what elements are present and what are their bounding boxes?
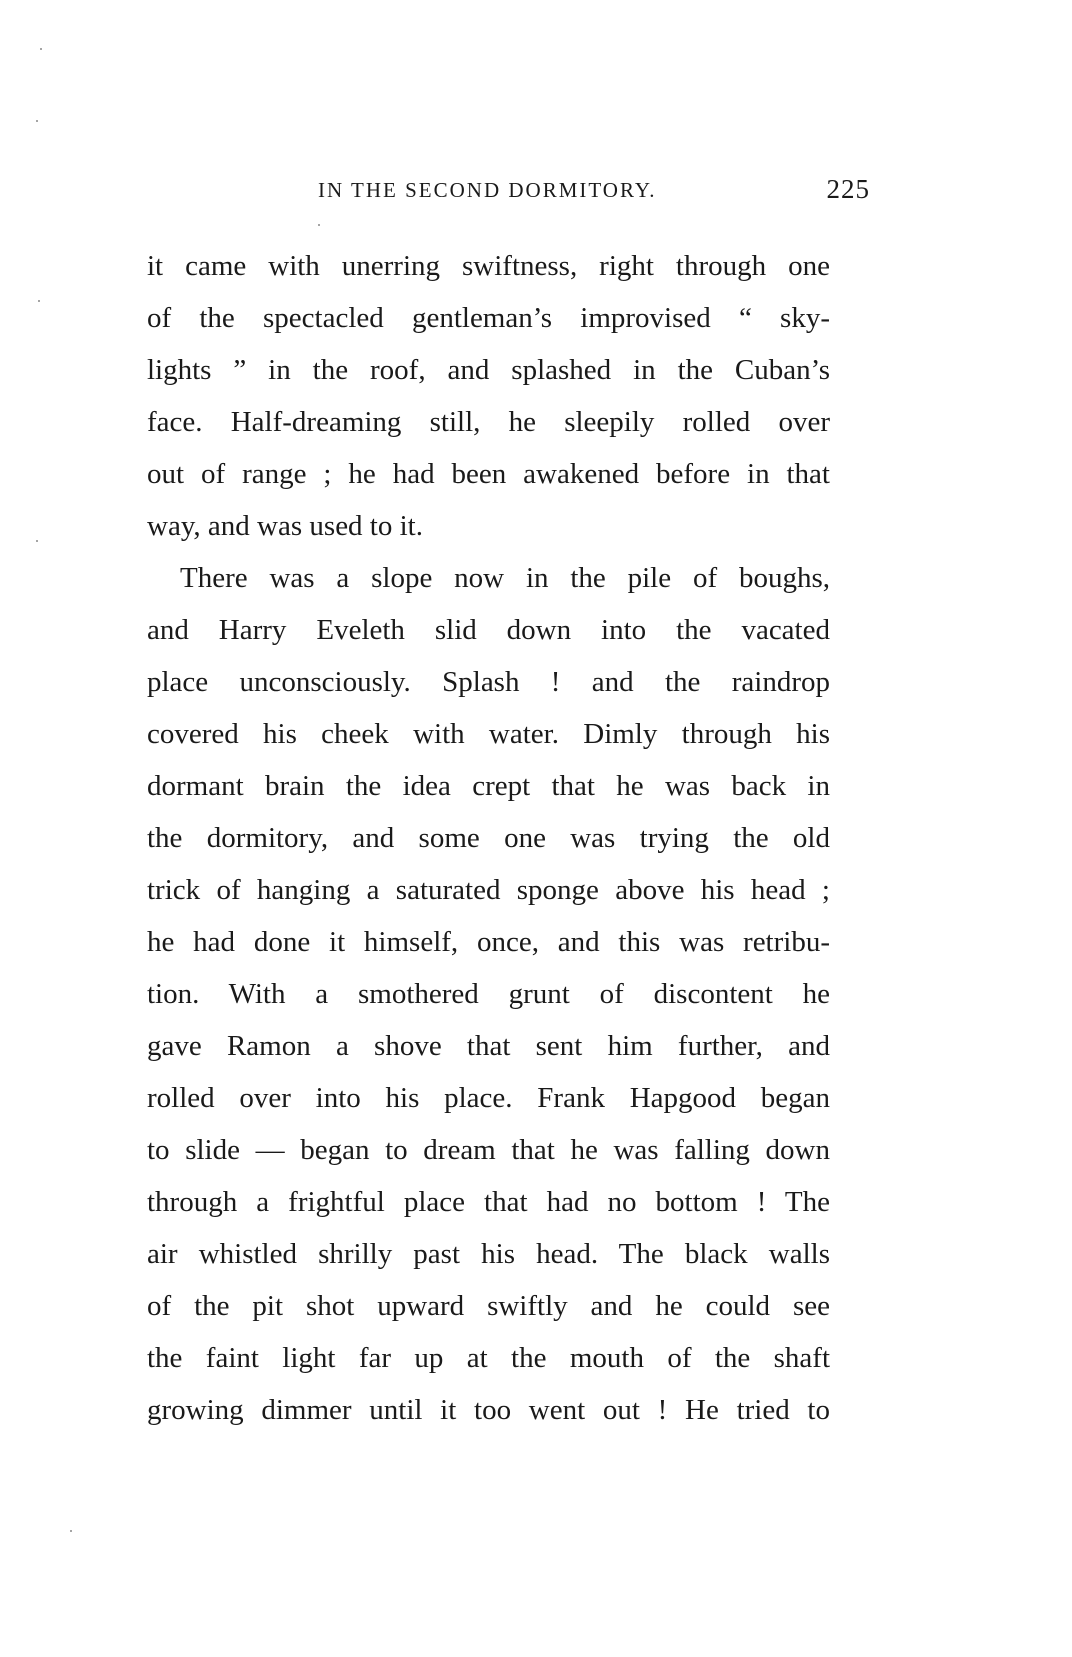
text-line: air whistled shrilly past his head. The black walls bbox=[147, 1238, 830, 1270]
speck bbox=[38, 300, 40, 302]
speck bbox=[36, 540, 38, 542]
text-line: of the pit shot upward swiftly and he could see bbox=[147, 1290, 830, 1322]
text-line: out of range ; he had been awakened before in that bbox=[147, 458, 830, 490]
text-line: it came with unerring swiftness, right through one bbox=[147, 250, 830, 282]
text-line: the dormitory, and some one was trying the old bbox=[147, 822, 830, 854]
page-number: 225 bbox=[826, 174, 870, 204]
text-line: lights ” in the roof, and splashed in the Cuban’s bbox=[147, 354, 830, 386]
speck bbox=[318, 224, 320, 226]
text-line: growing dimmer until it too went out ! He tried to bbox=[147, 1394, 830, 1426]
speck bbox=[40, 48, 42, 50]
text-line: covered his cheek with water. Dimly through his bbox=[147, 718, 830, 750]
text-line: rolled over into his place. Frank Hapgood began bbox=[147, 1082, 830, 1114]
speck bbox=[70, 1530, 72, 1532]
text-line: tion. With a smothered grunt of discontent he bbox=[147, 978, 830, 1010]
text-line: gave Ramon a shove that sent him further, and bbox=[147, 1030, 830, 1062]
text-line: the faint light far up at the mouth of the shaft bbox=[147, 1342, 830, 1374]
running-title: IN THE SECOND DORMITORY. bbox=[318, 178, 657, 202]
speck bbox=[36, 120, 38, 122]
text-line: There was a slope now in the pile of boughs, bbox=[180, 562, 830, 594]
text-line: and Harry Eveleth slid down into the vacated bbox=[147, 614, 830, 646]
text-line: way, and was used to it. bbox=[147, 510, 423, 542]
text-line: face. Half-dreaming still, he sleepily rolled over bbox=[147, 406, 830, 438]
body-text bbox=[147, 240, 830, 1436]
text-line: trick of hanging a saturated sponge above his head ; bbox=[147, 874, 830, 906]
text-line: dormant brain the idea crept that he was back in bbox=[147, 770, 830, 802]
text-line: place unconsciously. Splash ! and the raindrop bbox=[147, 666, 830, 698]
text-line: to slide — began to dream that he was falling down bbox=[147, 1134, 830, 1166]
text-line: he had done it himself, once, and this was retribu- bbox=[147, 926, 830, 958]
text-line: through a frightful place that had no bottom ! The bbox=[147, 1186, 830, 1218]
running-header bbox=[150, 174, 870, 218]
text-line: of the spectacled gentleman’s improvised “ sky- bbox=[147, 302, 830, 334]
